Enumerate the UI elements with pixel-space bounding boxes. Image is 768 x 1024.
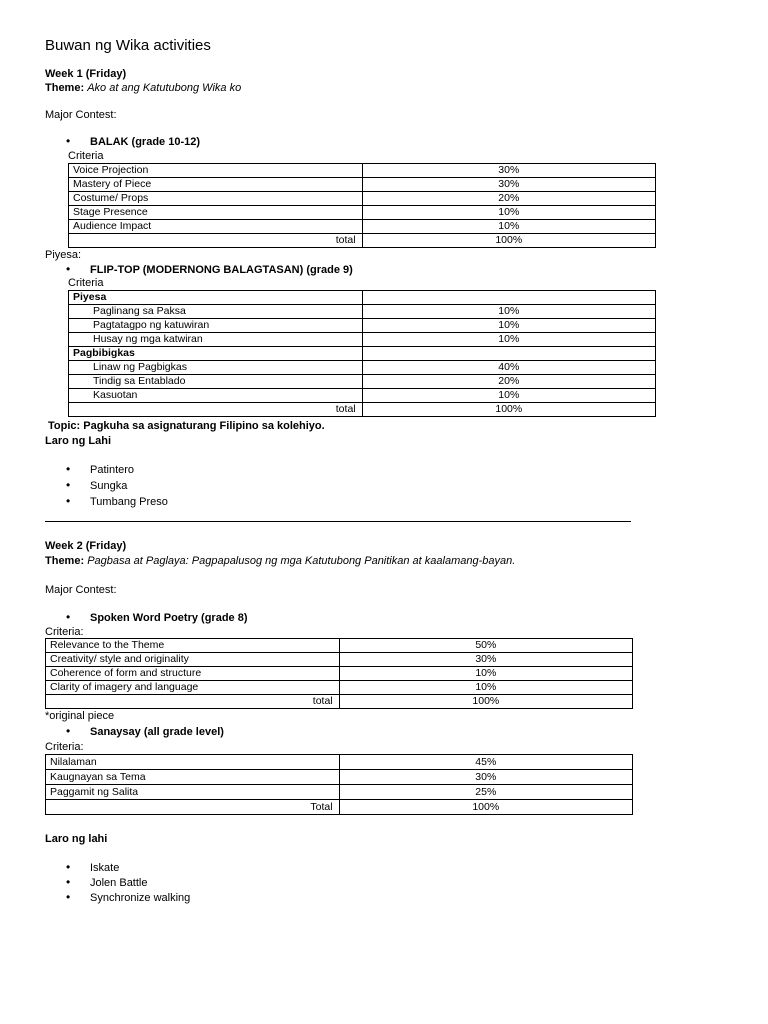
criterion-label: Tindig sa Entablado [69, 375, 363, 389]
criterion-label: Relevance to the Theme [46, 639, 340, 653]
total-label: total [69, 403, 363, 417]
week1-theme-label: Theme: [45, 82, 85, 94]
list-item: Jolen Battle [90, 877, 148, 889]
criterion-label: Costume/ Props [69, 192, 363, 206]
total-value: 100% [339, 695, 632, 709]
total-label: Total [46, 800, 340, 815]
criterion-value: 30% [362, 164, 655, 178]
criterion-value: 10% [362, 333, 655, 347]
bullet-icon: • [66, 494, 71, 508]
table-row [69, 305, 656, 319]
fliptop-criteria-label: Criteria [68, 277, 104, 289]
criterion-value: 30% [339, 653, 632, 667]
week2-laro-heading: Laro ng lahi [45, 833, 108, 845]
week1-theme-text: Ako at ang Katutubong Wika ko [87, 82, 242, 94]
criterion-label: Kasuotan [69, 389, 363, 403]
section-divider [45, 521, 631, 522]
criterion-value: 25% [339, 785, 632, 800]
sanaysay-table [45, 754, 633, 815]
spoken-title: Spoken Word Poetry (grade 8) [90, 612, 248, 624]
table-row [69, 220, 656, 234]
spoken-table [45, 638, 633, 709]
balak-title: BALAK (grade 10-12) [90, 136, 201, 148]
total-value: 100% [362, 234, 655, 248]
criterion-value: 40% [362, 361, 655, 375]
bullet-icon: • [66, 875, 71, 889]
spoken-criteria-label: Criteria: [45, 626, 84, 638]
criterion-value: 10% [362, 220, 655, 234]
week2-major-contest: Major Contest: [45, 584, 117, 596]
table-row [69, 361, 656, 375]
page-title: Buwan ng Wika activities [45, 37, 211, 54]
criterion-label: Pagtatagpo ng katuwiran [69, 319, 363, 333]
criterion-value: 30% [339, 770, 632, 785]
table-row [69, 389, 656, 403]
criterion-label: Voice Projection [69, 164, 363, 178]
criterion-value: 20% [362, 192, 655, 206]
table-group-row [69, 347, 656, 361]
total-value: 100% [362, 403, 655, 417]
total-label: total [69, 234, 363, 248]
criterion-label: Creativity/ style and originality [46, 653, 340, 667]
criterion-label: Clarity of imagery and language [46, 681, 340, 695]
criterion-value: 10% [362, 206, 655, 220]
list-item: Tumbang Preso [90, 496, 168, 508]
bullet-icon: • [66, 610, 71, 624]
sanaysay-criteria-label: Criteria: [45, 741, 84, 753]
table-row [46, 639, 633, 653]
empty-cell [362, 291, 655, 305]
week2-theme-text: Pagbasa at Paglaya: Pagpapalusog ng mga Katutubong Panitikan at kaalamang-bayan. [87, 555, 516, 567]
total-label: total [46, 695, 340, 709]
balak-table [68, 163, 656, 248]
criterion-label: Husay ng mga katwiran [69, 333, 363, 347]
bullet-icon: • [66, 262, 71, 276]
criterion-value: 50% [339, 639, 632, 653]
criterion-label: Stage Presence [69, 206, 363, 220]
sanaysay-title: Sanaysay (all grade level) [90, 726, 224, 738]
week1-heading: Week 1 (Friday) [45, 68, 127, 80]
table-row [69, 164, 656, 178]
table-row [69, 192, 656, 206]
criterion-label: Linaw ng Pagbigkas [69, 361, 363, 375]
group-label: Piyesa [69, 291, 363, 305]
criterion-label: Coherence of form and structure [46, 667, 340, 681]
week2-theme [45, 555, 515, 567]
table-total-row [69, 234, 656, 248]
table-row [46, 681, 633, 695]
empty-cell [362, 347, 655, 361]
table-total-row [46, 695, 633, 709]
week1-major-contest: Major Contest: [45, 109, 117, 121]
fliptop-title: FLIP-TOP (MODERNONG BALAGTASAN) (grade 9) [90, 264, 353, 276]
criterion-value: 10% [362, 319, 655, 333]
bullet-icon: • [66, 890, 71, 904]
criterion-label: Kaugnayan sa Tema [46, 770, 340, 785]
table-row [46, 755, 633, 770]
table-row [69, 333, 656, 347]
week1-laro-heading: Laro ng Lahi [45, 435, 111, 447]
table-row [69, 375, 656, 389]
table-row [46, 785, 633, 800]
total-value: 100% [339, 800, 632, 815]
list-item: Patintero [90, 464, 135, 476]
bullet-icon: • [66, 860, 71, 874]
list-item: Synchronize walking [90, 892, 191, 904]
criterion-value: 20% [362, 375, 655, 389]
criterion-label: Mastery of Piece [69, 178, 363, 192]
week2-theme-label: Theme: [45, 555, 85, 567]
fliptop-table [68, 290, 656, 417]
table-row [46, 667, 633, 681]
piyesa-label: Piyesa: [45, 249, 82, 261]
original-piece-note: *original piece [45, 710, 115, 722]
group-label: Pagbibigkas [69, 347, 363, 361]
criterion-value: 30% [362, 178, 655, 192]
week1-topic: Topic: Pagkuha sa asignaturang Filipino sa kolehiyo. [48, 420, 325, 432]
criterion-value: 10% [339, 681, 632, 695]
criterion-value: 45% [339, 755, 632, 770]
list-item: Iskate [90, 862, 120, 874]
table-total-row [46, 800, 633, 815]
table-row [46, 653, 633, 667]
bullet-icon: • [66, 134, 71, 148]
balak-criteria-label: Criteria [68, 150, 104, 162]
criterion-label: Audience Impact [69, 220, 363, 234]
table-row [69, 319, 656, 333]
criterion-value: 10% [362, 305, 655, 319]
table-row [46, 770, 633, 785]
week1-theme [45, 82, 241, 94]
criterion-value: 10% [339, 667, 632, 681]
table-group-row [69, 291, 656, 305]
criterion-value: 10% [362, 389, 655, 403]
table-total-row [69, 403, 656, 417]
bullet-icon: • [66, 478, 71, 492]
week2-heading: Week 2 (Friday) [45, 540, 127, 552]
criterion-label: Paggamit ng Salita [46, 785, 340, 800]
table-row [69, 178, 656, 192]
list-item: Sungka [90, 480, 128, 492]
bullet-icon: • [66, 462, 71, 476]
criterion-label: Paglinang sa Paksa [69, 305, 363, 319]
criterion-label: Nilalaman [46, 755, 340, 770]
bullet-icon: • [66, 724, 71, 738]
table-row [69, 206, 656, 220]
